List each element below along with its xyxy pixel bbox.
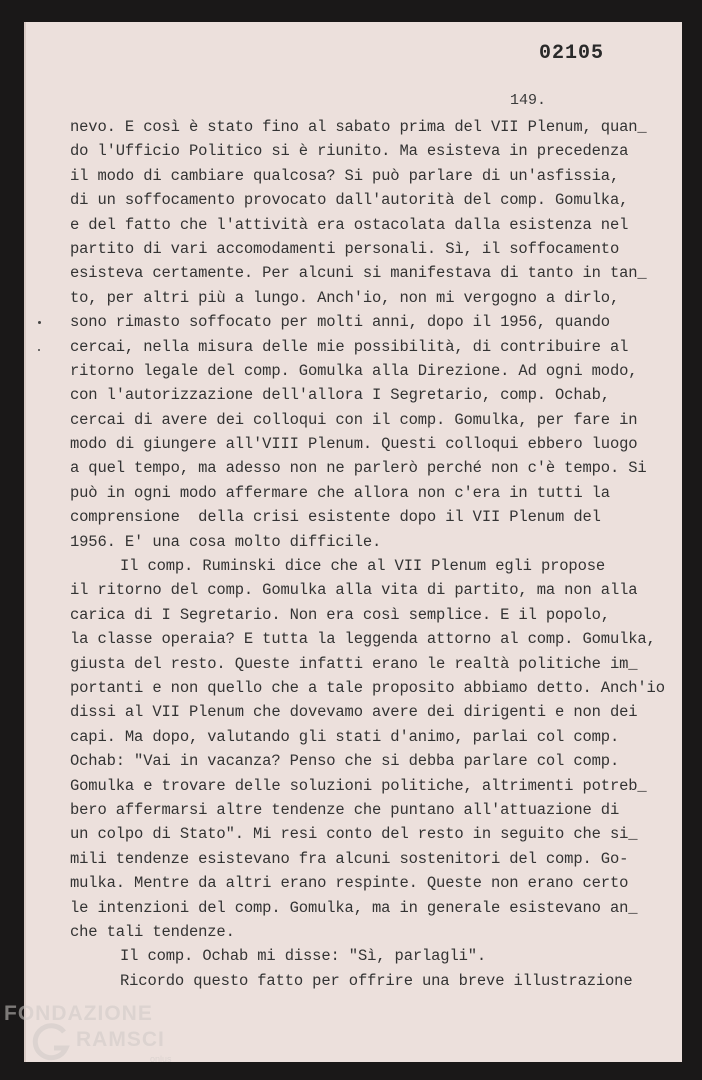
text-line: un colpo di Stato". Mi resi conto del resto in seguito che si_ bbox=[70, 825, 638, 844]
text-line: il ritorno del comp. Gomulka alla vita di partito, ma non alla bbox=[70, 581, 638, 600]
text-line: Ricordo questo fatto per offrire una breve illustrazione bbox=[120, 971, 633, 990]
text-line: ritorno legale del comp. Gomulka alla Direzione. Ad ogni modo, bbox=[70, 361, 638, 380]
text-line: esisteva certamente. Per alcuni si manifestava di tanto in tan_ bbox=[70, 264, 647, 283]
paper-speck bbox=[38, 349, 40, 351]
text-line: può in ogni modo affermare che allora non c'era in tutti la bbox=[70, 483, 610, 502]
text-line: dissi al VII Plenum che dovevamo avere dei dirigenti e non dei bbox=[70, 703, 638, 722]
text-line: e del fatto che l'attività era ostacolata dalla esistenza nel bbox=[70, 215, 629, 234]
text-line: il modo di cambiare qualcosa? Si può parlare di un'asfissia, bbox=[70, 166, 620, 185]
text-line: Il comp. Ruminski dice che al VII Plenum egli propose bbox=[120, 557, 606, 576]
typewritten-text bbox=[70, 115, 670, 993]
text-line: mulka. Mentre da altri erano respinte. Queste non erano certo bbox=[70, 874, 629, 893]
text-line: la classe operaia? E tutta la leggenda attorno al comp. Gomulka, bbox=[70, 630, 656, 649]
text-line: Ochab: "Vai in vacanza? Penso che si debba parlare col comp. bbox=[70, 752, 620, 771]
text-line: nevo. E così è stato fino al sabato prima del VII Plenum, quan_ bbox=[70, 118, 647, 136]
text-line: a quel tempo, ma adesso non ne parlerò perché non c'è tempo. Si bbox=[70, 459, 647, 478]
text-line: partito di vari accomodamenti personali. Sì, il soffocamento bbox=[70, 239, 620, 258]
text-line: bero affermarsi altre tendenze che puntano all'attuazione di bbox=[70, 800, 620, 819]
text-line: giusta del resto. Queste infatti erano le realtà politiche im_ bbox=[70, 654, 638, 673]
text-line: che tali tendenze. bbox=[70, 922, 235, 941]
fondazione-gramsci-watermark bbox=[4, 1000, 184, 1080]
text-line: Il comp. Ochab mi disse: "Sì, parlagli". bbox=[120, 947, 487, 966]
text-line: do l'Ufficio Politico si è riunito. Ma esisteva in precedenza bbox=[70, 142, 629, 161]
text-line: capi. Ma dopo, valutando gli stati d'animo, parlai col comp. bbox=[70, 727, 620, 746]
text-line: con l'autorizzazione dell'allora I Segretario, comp. Ochab, bbox=[70, 386, 610, 405]
text-line: portanti e non quello che a tale proposito abbiamo detto. Anch'io bbox=[70, 678, 665, 697]
document-page bbox=[24, 22, 682, 1062]
text-line: carica di I Segretario. Non era così semplice. E il popolo, bbox=[70, 605, 610, 624]
text-line: 1956. E' una cosa molto difficile. bbox=[70, 532, 382, 551]
text-line: mili tendenze esistevano fra alcuni sostenitori del comp. Go- bbox=[70, 849, 629, 868]
text-line: sono rimasto soffocato per molti anni, dopo il 1956, quando bbox=[70, 313, 610, 332]
text-line: Gomulka e trovare delle soluzioni politiche, altrimenti potreb_ bbox=[70, 776, 647, 795]
text-line: le intenzioni del comp. Gomulka, ma in generale esistevano an_ bbox=[70, 898, 638, 917]
text-line: modo di giungere all'VIII Plenum. Questi colloqui ebbero luogo bbox=[70, 435, 638, 454]
paper-speck bbox=[38, 321, 41, 324]
g-logo-icon bbox=[32, 1022, 72, 1062]
text-line: cercai di avere dei colloqui con il comp. Gomulka, per fare in bbox=[70, 410, 638, 429]
page-number: 149. bbox=[510, 92, 547, 109]
text-line: to, per altri più a lungo. Anch'io, non mi vergogno a dirlo, bbox=[70, 288, 620, 307]
watermark-line2: RAMSCI bbox=[76, 1028, 165, 1051]
text-line: comprensione della crisi esistente dopo il VII Plenum del bbox=[70, 508, 601, 527]
watermark-suffix: onlus bbox=[150, 1054, 172, 1064]
document-number: 02105 bbox=[538, 42, 604, 65]
text-line: cercai, nella misura delle mie possibilità, di contribuire al bbox=[70, 337, 629, 356]
watermark-line1: FONDAZIONE bbox=[4, 1002, 153, 1025]
text-line: di un soffocamento provocato dall'autorità del comp. Gomulka, bbox=[70, 191, 629, 210]
